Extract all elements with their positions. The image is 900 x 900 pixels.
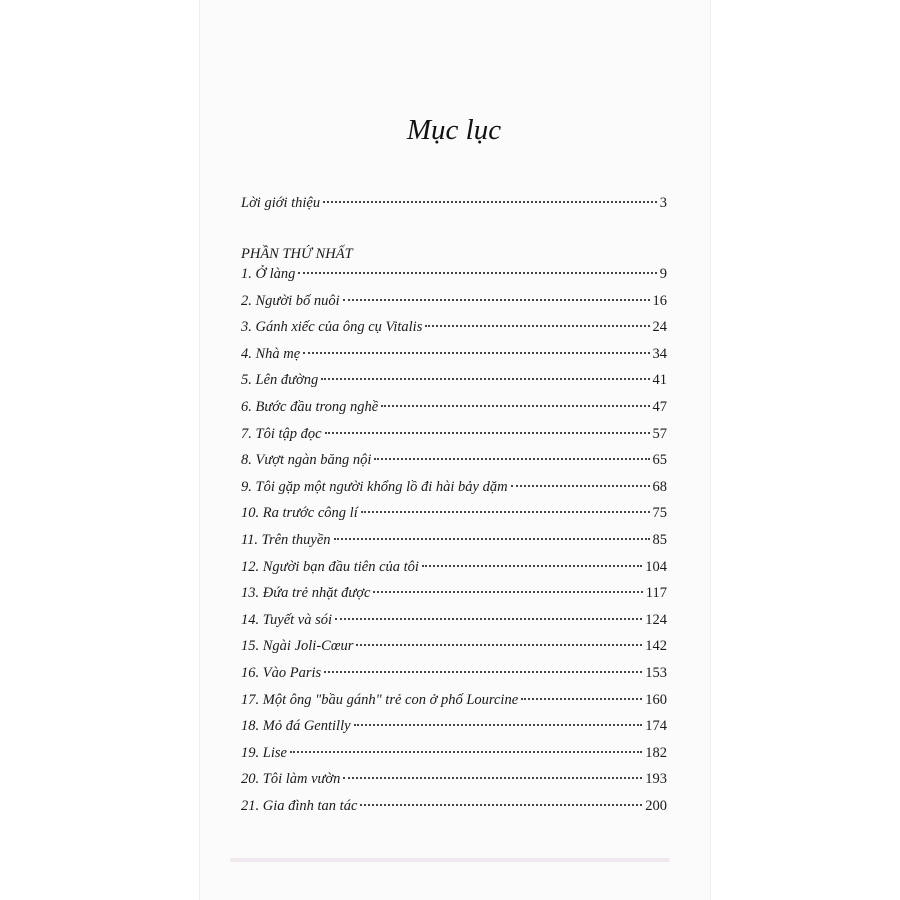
dot-leader [356, 644, 642, 646]
dot-leader [521, 698, 642, 700]
toc-entry-label: 21. Gia đình tan tác [241, 797, 358, 814]
toc-entry-label: 1. Ở làng [241, 266, 296, 282]
bleed-through-bar [230, 858, 670, 862]
toc-entry-page: 160 [645, 691, 667, 708]
toc-entry-page: 193 [645, 771, 667, 788]
toc-entry-page: 142 [645, 638, 667, 655]
toc-entry-chapter [241, 580, 667, 607]
dot-leader [422, 565, 642, 567]
toc-title: Mục lục [406, 114, 502, 146]
toc-entry-page: 57 [652, 425, 667, 442]
chapter-list [241, 261, 667, 819]
dot-leader [334, 538, 650, 540]
toc-entry-chapter [241, 554, 667, 581]
part-heading: PHẦN THỨ NHẤT [241, 246, 353, 262]
toc-entry-page: 174 [645, 718, 667, 735]
toc-entry-chapter [241, 766, 667, 793]
toc-entry-page: 75 [652, 505, 667, 522]
toc-entry-page: 47 [652, 398, 667, 415]
toc-entry-label: 20. Tôi làm vườn [241, 771, 341, 788]
toc-entry-label: 14. Tuyết và sói [241, 611, 333, 628]
toc-entry-chapter [241, 341, 667, 368]
toc-entry-label: 5. Lên đường [241, 372, 319, 389]
toc-entry-label: 4. Nhà mẹ [241, 345, 301, 362]
toc-entry-label: 2. Người bố nuôi [241, 292, 340, 309]
dot-leader [290, 751, 642, 753]
toc-entry-page: 68 [652, 478, 667, 495]
toc-entry-page: 153 [645, 664, 667, 681]
toc-entry-chapter [241, 394, 667, 421]
toc-entry-label: 17. Một ông "bầu gánh" trẻ con ở phố Lourcine [241, 691, 519, 708]
dot-leader [343, 777, 642, 779]
toc-entry-chapter [241, 607, 667, 634]
dot-leader [361, 511, 650, 513]
toc-entry-label: 3. Gánh xiếc của ông cụ Vitalis [241, 319, 423, 336]
toc-entry-page: 124 [645, 611, 667, 628]
toc-entry-label: 19. Lise [241, 744, 287, 761]
toc-entry-chapter [241, 288, 667, 315]
table-of-contents [241, 110, 667, 814]
toc-entry-chapter [241, 660, 667, 687]
dot-leader [324, 671, 642, 673]
toc-entry-label: 10. Ra trước công lí [241, 505, 358, 522]
toc-entry-label: 12. Người bạn đầu tiên của tôi [241, 558, 419, 575]
dot-leader [343, 299, 650, 301]
dot-leader [325, 432, 650, 434]
toc-entry-page: 41 [652, 372, 667, 389]
toc-entry-chapter [241, 421, 667, 448]
dot-leader [425, 325, 649, 327]
toc-entry-chapter [241, 793, 667, 820]
dot-leader [373, 591, 642, 593]
dot-leader [374, 458, 649, 460]
toc-entry-label: 7. Tôi tập đọc [241, 425, 322, 442]
toc-entry-intro [241, 190, 667, 217]
dot-leader [298, 272, 656, 274]
toc-entry-label: Lời giới thiệu [241, 195, 321, 211]
dot-leader [360, 804, 642, 806]
toc-entry-chapter [241, 633, 667, 660]
bleed-through-text [228, 46, 708, 62]
dot-leader [323, 201, 657, 203]
toc-entry-page: 3 [659, 195, 667, 211]
toc-entry-chapter [241, 447, 667, 474]
toc-entry-chapter [241, 314, 667, 341]
toc-entry-page: 16 [652, 292, 667, 309]
toc-entry-chapter [241, 713, 667, 740]
dot-leader [381, 405, 649, 407]
toc-entry-page: 24 [652, 319, 667, 336]
toc-entry-page: 65 [652, 452, 667, 469]
dot-leader [303, 352, 649, 354]
toc-entry-label: 11. Trên thuyền [241, 531, 331, 548]
toc-entry-page: 117 [645, 585, 667, 602]
toc-entry-page: 200 [645, 797, 667, 814]
toc-entry-label: 16. Vào Paris [241, 664, 322, 681]
toc-entry-label: 18. Mỏ đá Gentilly [241, 718, 351, 735]
toc-entry-page: 182 [645, 744, 667, 761]
toc-entry-chapter [241, 261, 667, 288]
toc-entry-chapter [241, 740, 667, 767]
toc-entry-label: 8. Vượt ngàn băng nội [241, 452, 372, 469]
toc-entry-label: 15. Ngài Joli-Cœur [241, 638, 354, 655]
toc-entry-label: 9. Tôi gặp một người khổng lồ đi hài bảy dặm [241, 478, 508, 495]
toc-entry-label: 6. Bước đầu trong nghề [241, 398, 379, 415]
toc-entry-chapter [241, 474, 667, 501]
toc-entry-page: 104 [645, 558, 667, 575]
toc-entry-chapter [241, 527, 667, 554]
dot-leader [321, 378, 649, 380]
toc-entry-page: 34 [652, 345, 667, 362]
toc-entry-chapter [241, 367, 667, 394]
toc-entry-page: 9 [659, 266, 667, 282]
toc-entry-page: 85 [652, 531, 667, 548]
toc-entry-chapter [241, 687, 667, 714]
dot-leader [354, 724, 643, 726]
toc-entry-chapter [241, 500, 667, 527]
dot-leader [335, 618, 642, 620]
dot-leader [511, 485, 650, 487]
toc-entry-label: 13. Đứa trẻ nhặt được [241, 585, 371, 602]
